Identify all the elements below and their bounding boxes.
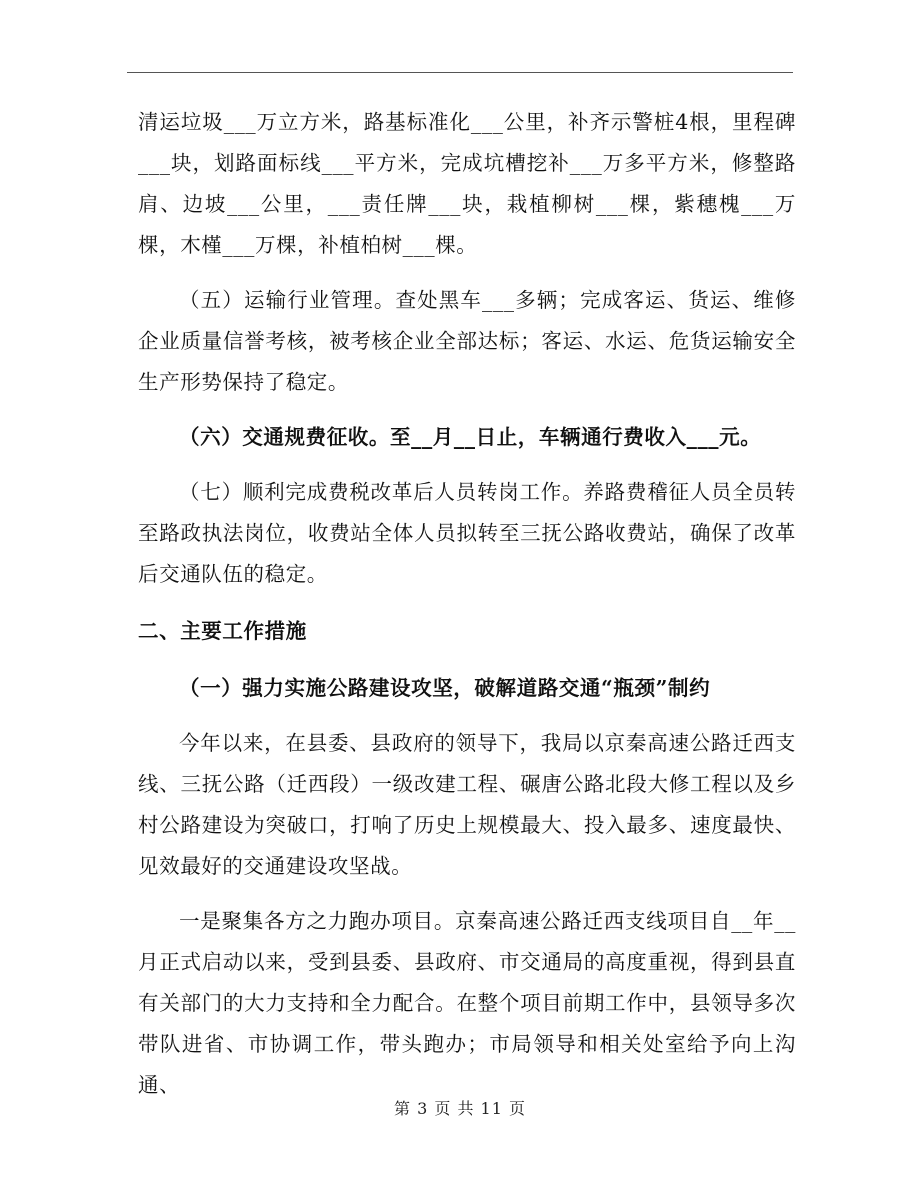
paragraph-staff-transfer: （七）顺利完成费税改革后人员转岗工作。养路费稽征人员全员转至路政执法岗位，收费站全体人员拟转至三抚公路收费站，确保了改革后交通队伍的稳定。 xyxy=(138,480,796,586)
header-rule xyxy=(127,72,793,73)
document-body xyxy=(138,102,796,1120)
paragraph-transport-management: （五）运输行业管理。查处黑车___多辆；完成客运、货运、维修企业质量信誉考核，被考核企业全部达标；客运、水运、危货运输安全生产形势保持了稳定。 xyxy=(138,288,796,394)
paragraph-fee-collection: （六）交通规费征收。至__月__日止，车辆通行费收入___元。 xyxy=(179,425,762,449)
paragraph-continued: 清运垃圾___万立方米，路基标准化___公里，补齐示警桩4根，里程碑___块，划路面标线___平方米，完成坑槽挖补___万多平方米，修整路肩、边坡___公里，___责任牌___块，栽植柳树___棵，紫穗槐___万棵，木槿___万棵，补植柏树___棵。 xyxy=(138,110,796,257)
page-number-footer: 第 3 页 共 11 页 xyxy=(394,1099,526,1118)
subheading-highway-construction: （一）强力实施公路建设攻坚，破解道路交通“瓶颈”制约 xyxy=(179,676,711,700)
section-heading-measures: 二、主要工作措施 xyxy=(138,619,307,643)
paragraph-construction-overview: 今年以来，在县委、县政府的领导下，我局以京秦高速公路迁西支线、三抚公路（迁西段）一级改建工程、碾唐公路北段大修工程以及乡村公路建设为突破口，打响了历史上规模最大、投入最多、速度最快、见效最好的交通建设攻坚战。 xyxy=(138,731,796,878)
paragraph-project-running: 一是聚集各方之力跑办项目。京秦高速公路迁西支线项目自__年__月正式启动以来，受到县委、县政府、市交通局的高度重视，得到县直有关部门的大力支持和全力配合。在整个项目前期工作中，县领导多次带队进省、市协调工作，带头跑办；市局领导和相关处室给予向上沟通、 xyxy=(138,909,796,1097)
